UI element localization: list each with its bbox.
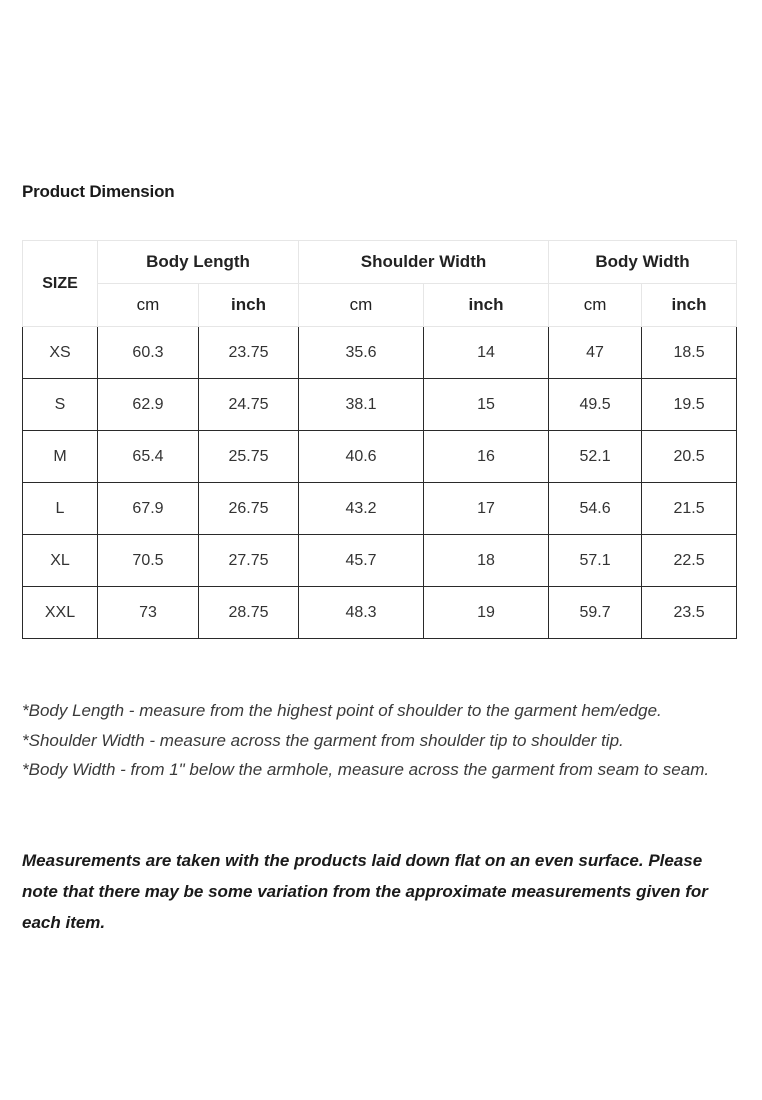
table-cell: 35.6 <box>299 327 424 379</box>
body-width-note: *Body Width - from 1" below the armhole, measure across the garment from seam to seam. <box>22 760 710 779</box>
body-length-note: *Body Length - measure from the highest point of shoulder to the garment hem/edge. <box>22 701 662 720</box>
body-length-header: Body Length <box>98 241 299 284</box>
table-row <box>23 379 737 431</box>
table-cell: 65.4 <box>98 431 199 483</box>
table-cell: 57.1 <box>549 535 642 587</box>
table-cell: 40.6 <box>299 431 424 483</box>
unit-header: cm <box>98 284 199 327</box>
table-row <box>23 587 737 639</box>
table-cell: 48.3 <box>299 587 424 639</box>
table-cell: 19 <box>424 587 549 639</box>
table-row <box>23 535 737 587</box>
table-cell: 47 <box>549 327 642 379</box>
page-title: Product Dimension <box>22 182 175 201</box>
table-row <box>23 327 737 379</box>
table-cell: 25.75 <box>199 431 299 483</box>
table-cell: 18.5 <box>642 327 737 379</box>
size-cell: XXL <box>23 587 98 639</box>
table-cell: 70.5 <box>98 535 199 587</box>
table-cell: 24.75 <box>199 379 299 431</box>
shoulder-width-header: Shoulder Width <box>299 241 549 284</box>
table-cell: 43.2 <box>299 483 424 535</box>
size-cell: XS <box>23 327 98 379</box>
table-cell: 14 <box>424 327 549 379</box>
table-cell: 60.3 <box>98 327 199 379</box>
table-cell: 27.75 <box>199 535 299 587</box>
size-cell: XL <box>23 535 98 587</box>
table-cell: 23.75 <box>199 327 299 379</box>
size-column-header: SIZE <box>23 241 98 327</box>
unit-header: inch <box>424 284 549 327</box>
size-cell: L <box>23 483 98 535</box>
table-cell: 17 <box>424 483 549 535</box>
table-cell: 20.5 <box>642 431 737 483</box>
table-cell: 59.7 <box>549 587 642 639</box>
unit-header: cm <box>299 284 424 327</box>
table-cell: 15 <box>424 379 549 431</box>
measurement-disclaimer: Measurements are taken with the products laid down flat on an even surface. Please note that there may be some variation from the approximate measurements given for each item. <box>22 851 708 932</box>
table-cell: 54.6 <box>549 483 642 535</box>
shoulder-width-note: *Shoulder Width - measure across the garment from shoulder tip to shoulder tip. <box>22 730 624 750</box>
table-cell: 52.1 <box>549 431 642 483</box>
table-row <box>23 483 737 535</box>
table-cell: 23.5 <box>642 587 737 639</box>
unit-header: inch <box>642 284 737 327</box>
table-cell: 28.75 <box>199 587 299 639</box>
table-cell: 62.9 <box>98 379 199 431</box>
unit-header: inch <box>199 284 299 327</box>
table-cell: 22.5 <box>642 535 737 587</box>
table-cell: 67.9 <box>98 483 199 535</box>
table-cell: 38.1 <box>299 379 424 431</box>
table-cell: 49.5 <box>549 379 642 431</box>
unit-header: cm <box>549 284 642 327</box>
table-cell: 18 <box>424 535 549 587</box>
table-row <box>23 431 737 483</box>
table-cell: 21.5 <box>642 483 737 535</box>
table-cell: 45.7 <box>299 535 424 587</box>
body-width-header: Body Width <box>549 241 737 284</box>
size-chart-table <box>22 240 737 639</box>
size-cell: M <box>23 431 98 483</box>
table-cell: 73 <box>98 587 199 639</box>
table-cell: 19.5 <box>642 379 737 431</box>
measurement-notes <box>22 696 738 785</box>
size-cell: S <box>23 379 98 431</box>
table-cell: 16 <box>424 431 549 483</box>
table-cell: 26.75 <box>199 483 299 535</box>
